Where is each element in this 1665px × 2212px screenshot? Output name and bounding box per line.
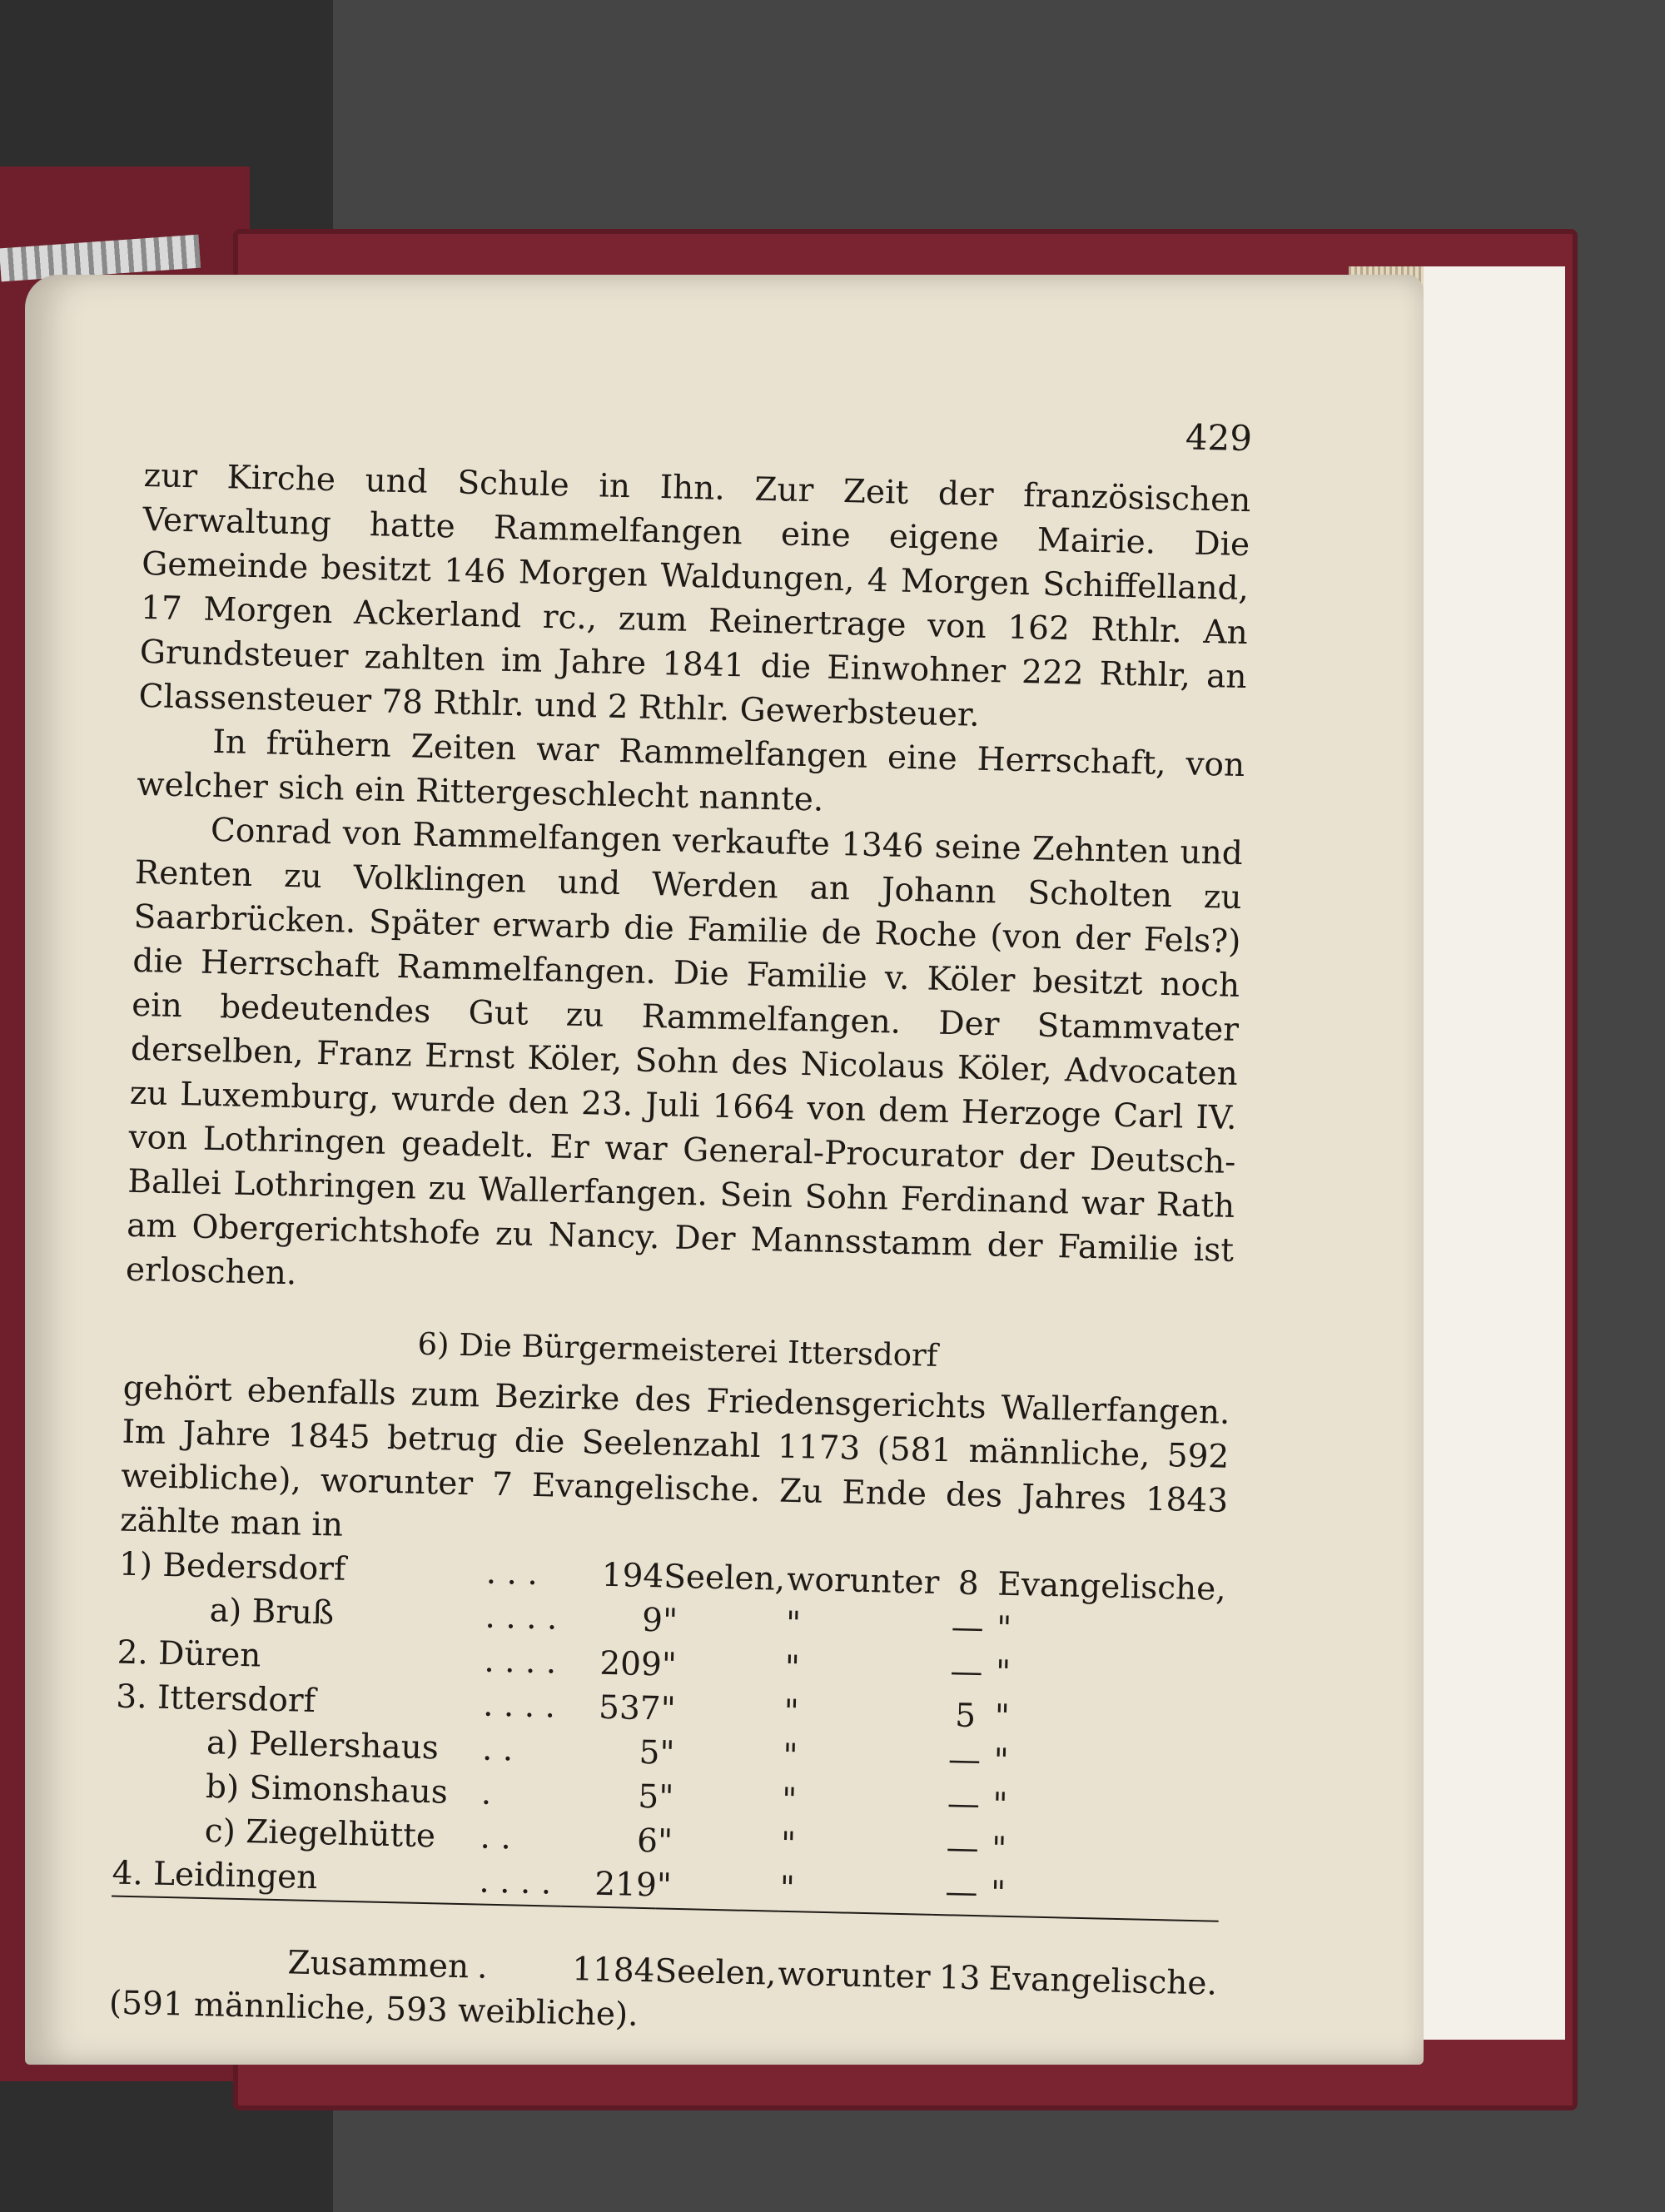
table-row: 1) Bedersdorf . . . 194 Seelen, worunter 8 Evangelische, <box>118 1545 1227 1608</box>
closing-line: (591 männliche, 593 weibliche). <box>108 1984 639 2034</box>
table-row: a) Pellershaus . . 5 " " — " <box>206 1724 1010 1780</box>
page-number: 429 <box>1185 416 1253 460</box>
table-row: c) Ziegelhütte . . 6 " " — " <box>204 1812 1007 1868</box>
paragraph-2: In frühern Zeiten war Rammelfangen eine Herrschaft, von welcher sich ein Rittergeschlecht nannte. <box>136 723 1245 819</box>
section-intro: gehört ebenfalls zum Bezirke des Friedensgerichts Wallerfangen. Im Jahre 1845 betrug die Seelenzahl 1173 (581 männliche, 592 weibliche), worunter 7 Evangelische. Zu Ende des Jahres 1843 zählte man in <box>119 1369 1231 1544</box>
table-row: a) Bruß . . . . 9 " " — " <box>209 1592 1012 1648</box>
table-row: 3. Ittersdorf . . . . 537 " " 5 " <box>115 1678 1011 1736</box>
paragraph-1: zur Kirche und Schule in Ihn. Zur Zeit der französischen Verwaltung hatte Rammelfangen eine eigene Mairie. Die Gemeinde besitzt 146 Morgen Waldungen, 4 Morgen Schiffelland, 17 Morgen Ackerland rc., zum Reinertrage von 162 Rthlr. An Grundsteuer zahlten im Jahre 1841 die Einwohner 222 Rthlr, an Classensteuer 78 Rthlr. und 2 Rthlr. Gewerbsteuer. <box>138 456 1251 734</box>
table-total-row: Zusammen . 1184 Seelen, worunter 13 Evangelische. <box>287 1944 1218 2003</box>
paragraph-3: Conrad von Rammelfangen verkaufte 1346 seine Zehnten und Renten zu Volklingen und Werden an Johann Scholten zu Saarbrücken. Später erwarb die Familie de Roche (von der Fels?) die Herrschaft Rammelfangen. Die Familie v. Köler besitzt noch ein bedeutendes Gut zu Rammelfangen. Der Stammvater derselben, Franz Ernst Köler, Sohn des Nicolaus Köler, Advocaten zu Luxemburg, wurde den 23. Juli 1664 von dem Herzoge Carl IV. von Lothringen geadelt. Er war General-Procurator der Deutsch-Ballei Lothringen zu Wallerfangen. Sein Sohn Ferdinand war Rath am Obergerichtshofe zu Nancy. Der Mannsstamm der Familie ist erloschen. <box>125 811 1244 1293</box>
page-text <box>108 454 1250 2050</box>
population-table <box>110 1543 1227 2006</box>
table-row: b) Simonshaus . 5 " " — " <box>205 1768 1008 1824</box>
table-row: 4. Leidingen . . . . 219 " " — " <box>112 1854 1006 1912</box>
endpaper <box>1407 266 1565 2040</box>
section-heading: 6) Die Bürgermeisterei Ittersdorf <box>417 1325 938 1374</box>
table-row: 2. Düren . . . . 209 " " — " <box>117 1633 1011 1692</box>
